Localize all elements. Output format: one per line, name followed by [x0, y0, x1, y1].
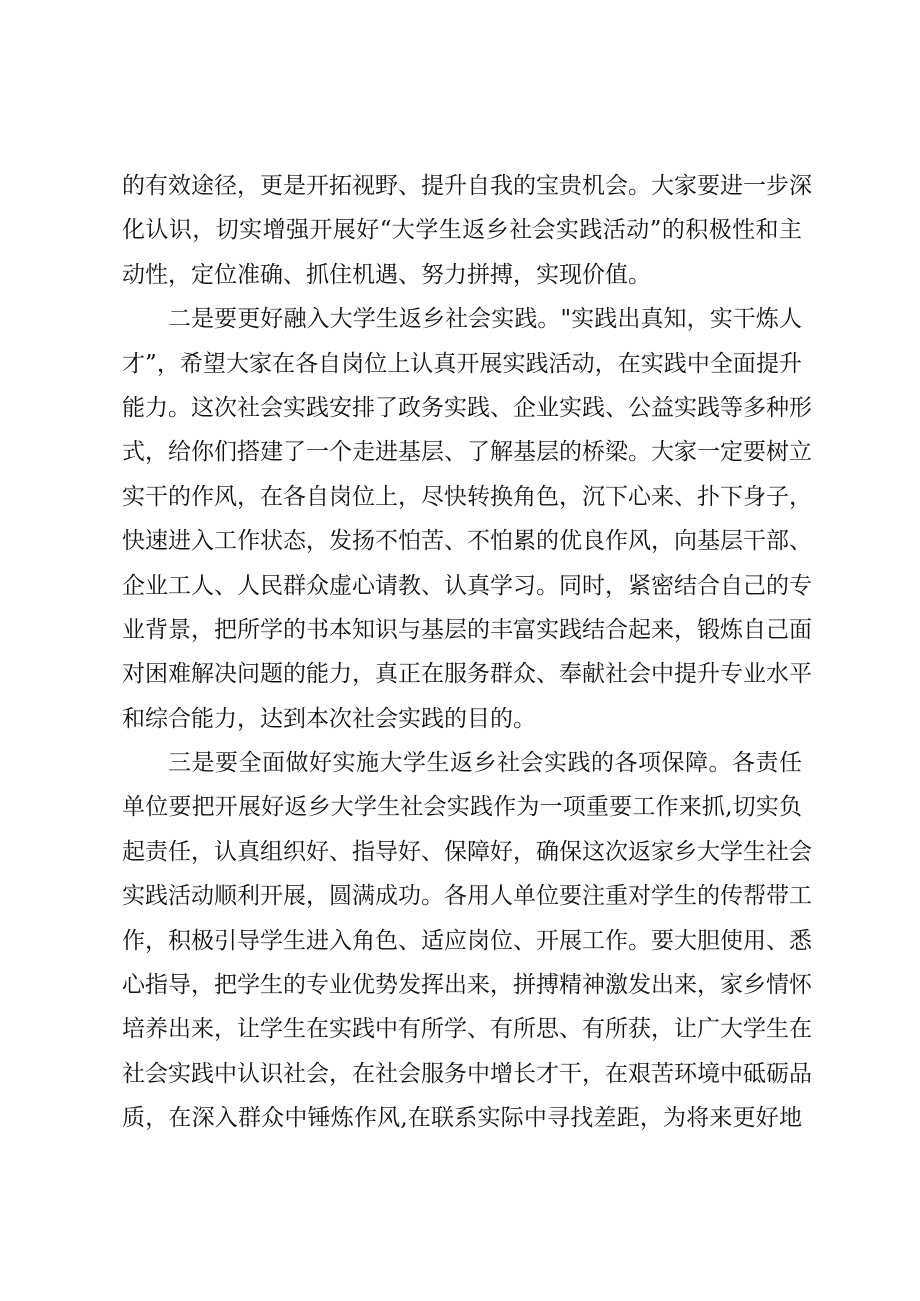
paragraph-2-line-10: 和综合能力，达到本次社会实践的目的。 — [122, 705, 536, 732]
paragraph-2-line-1: 二是要更好融入大学生返乡社会实践。"实践出真知，实干炼人 — [168, 306, 802, 333]
paragraph-2-line-7: 企业工人、人民群众虚心请教、认真学习。同时，紧密结合自己的专 — [122, 572, 812, 599]
paragraph-1-line-1: 的有效途径，更是开拓视野、提升自我的宝贵机会。大家要进一步深 — [122, 173, 812, 199]
document-body — [122, 164, 812, 1141]
paragraph-1-line-2: 化认识，切实增强开展好“大学生返乡社会实践活动”的积极性和主 — [122, 217, 802, 244]
paragraph-3-line-5: 作，积极引导学生进入角色、适应岗位、开展工作。要大胆使用、悉 — [122, 927, 812, 954]
paragraph-3-line-9: 质，在深入群众中锤炼作风,在联系实际中寻找差距，为将来更好地 — [122, 1105, 802, 1132]
paragraph-3-line-1: 三是要全面做好实施大学生返乡社会实践的各项保障。各责任 — [168, 750, 802, 777]
paragraph-3-line-2: 单位要把开展好返乡大学生社会实践作为一项重要工作来抓,切实负 — [122, 794, 802, 821]
paragraph-1-line-3: 动性，定位准确、抓住机遇、努力拼搏，实现价值。 — [122, 261, 651, 288]
paragraph-2-line-3: 能力。这次社会实践安排了政务实践、企业实践、公益实践等多种形 — [122, 394, 812, 421]
paragraph-3-line-7: 培养出来，让学生在实践中有所学、有所思、有所获，让广大学生在 — [122, 1016, 812, 1043]
paragraph-2-line-9: 对困难解决问题的能力，真正在服务群众、奉献社会中提升专业水平 — [122, 661, 812, 688]
paragraph-2-line-5: 实干的作风，在各自岗位上，尽快转换角色，沉下心来、扑下身子， — [122, 483, 812, 510]
paragraph-3-line-8: 社会实践中认识社会，在社会服务中增长才干，在艰苦环境中砥砺品 — [122, 1060, 812, 1087]
paragraph-3-line-6: 心指导，把学生的专业优势发挥出来，拼搏精神激发出来，家乡情怀 — [122, 972, 812, 999]
paragraph-3-line-3: 起责任，认真组织好、指导好、保障好，确保这次返家乡大学生社会 — [122, 838, 812, 865]
paragraph-2-line-4: 式，给你们搭建了一个走进基层、了解基层的桥梁。大家一定要树立 — [122, 439, 812, 466]
paragraph-2-line-8: 业背景，把所学的书本知识与基层的丰富实践结合起来，锻炼自己面 — [122, 616, 812, 643]
paragraph-3-line-4: 实践活动顺利开展，圆满成功。各用人单位要注重对学生的传帮带工 — [122, 883, 812, 910]
paragraph-2-line-6: 快速进入工作状态，发扬不怕苦、不怕累的优良作风，向基层干部、 — [122, 528, 812, 555]
paragraph-2-line-2: 才”，希望大家在各自岗位上认真开展实践活动，在实践中全面提升 — [122, 350, 802, 377]
